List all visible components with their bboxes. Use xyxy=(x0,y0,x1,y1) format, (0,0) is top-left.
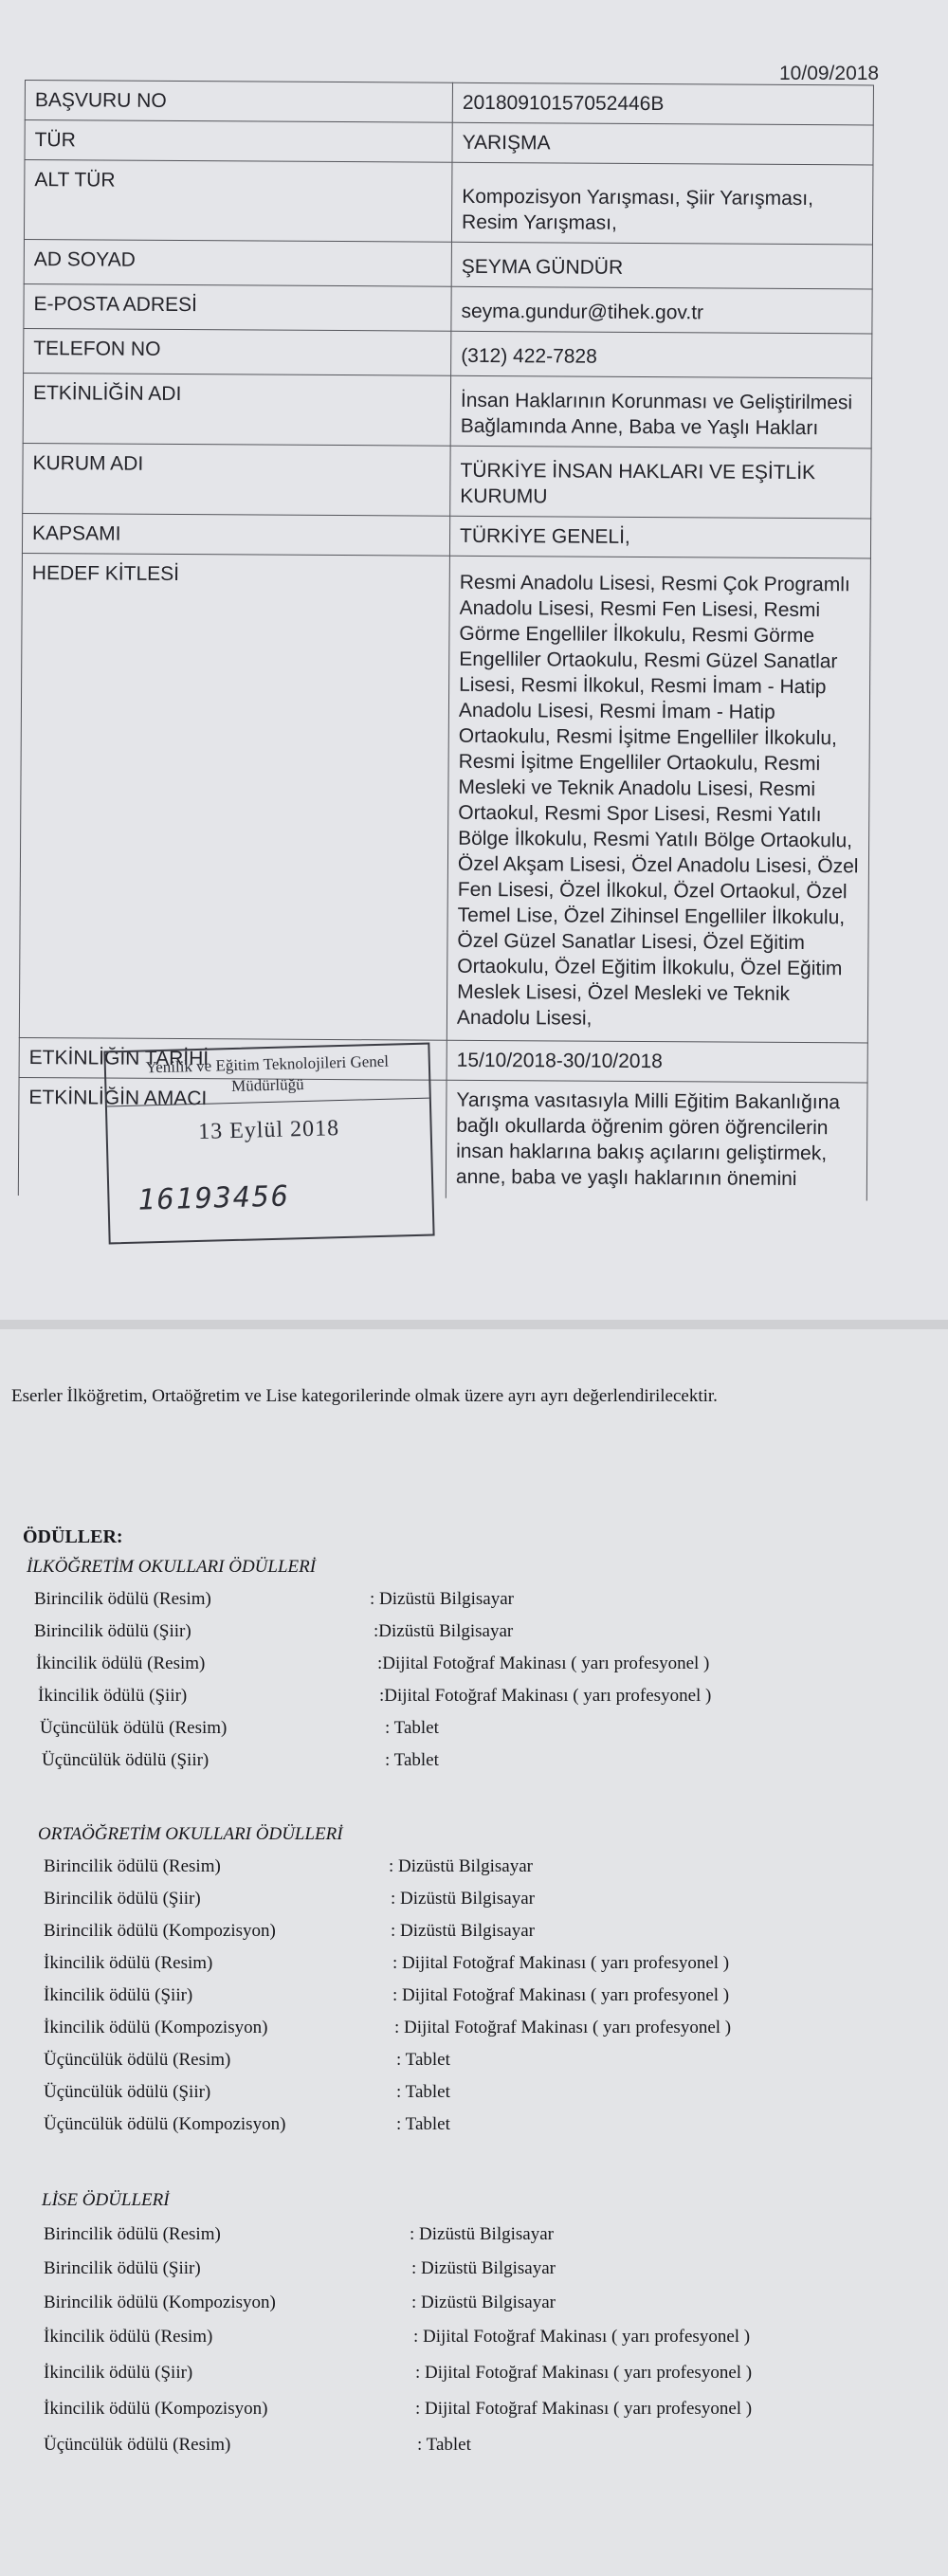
form-row-alt-tur xyxy=(24,160,872,245)
stamp-header: Yenilik ve Eğitim Teknolojileri Genel Müdürlüğü xyxy=(105,1045,428,1107)
form-label: KAPSAMI xyxy=(22,513,449,556)
award-prize: : Dijital Fotoğraf Makinası ( yarı profesyonel ) xyxy=(415,2399,753,2419)
award-row xyxy=(38,1686,712,1707)
award-row xyxy=(44,2293,556,2313)
award-name: Üçüncülük ödülü (Resim) xyxy=(44,2050,231,2070)
award-row xyxy=(44,2018,732,2038)
form-row-kurum-adi xyxy=(23,443,871,518)
award-row xyxy=(44,1921,535,1942)
award-name: İkincilik ödülü (Şiir) xyxy=(44,2363,193,2383)
award-row xyxy=(44,2363,753,2384)
section-title-ilkogretim: İLKÖĞRETİM OKULLARI ÖDÜLLERİ xyxy=(27,1557,317,1577)
award-name: İkincilik ödülü (Şiir) xyxy=(38,1686,188,1706)
form-value: Kompozisyon Yarışması, Şiir Yarışması, Resim Yarışması, xyxy=(451,162,873,245)
award-prize: : Dijital Fotoğraf Makinası ( yarı profesyonel ) xyxy=(415,2363,753,2383)
form-value: 15/10/2018-30/10/2018 xyxy=(447,1040,867,1083)
form-row-hedef-kitlesi xyxy=(19,553,870,1042)
awards-page xyxy=(0,1329,948,2576)
form-value: ŞEYMA GÜNDÜR xyxy=(451,242,872,289)
award-row xyxy=(34,1589,514,1610)
document-date: 10/09/2018 xyxy=(779,63,880,84)
award-row xyxy=(44,1953,730,1974)
award-row xyxy=(44,2327,751,2348)
award-name: Üçüncülük ödülü (Kompozisyon) xyxy=(44,2114,286,2134)
award-name: Birincilik ödülü (Kompozisyon) xyxy=(44,1921,276,1941)
stamp-number: 16193456 xyxy=(137,1179,291,1217)
award-prize: : Dijital Fotoğraf Makinası ( yarı profesyonel ) xyxy=(392,1953,730,1973)
award-prize: :Dijital Fotoğraf Makinası ( yarı profesyonel ) xyxy=(377,1653,710,1673)
award-prize: : Tablet xyxy=(396,2082,450,2102)
award-name: Üçüncülük ödülü (Resim) xyxy=(44,2435,231,2455)
form-label: TELEFON NO xyxy=(24,328,451,375)
application-form-table xyxy=(18,80,874,1200)
form-row-etkinlik-adi xyxy=(23,373,871,448)
award-name: Birincilik ödülü (Şiir) xyxy=(34,1621,191,1641)
award-name: İkincilik ödülü (Kompozisyon) xyxy=(44,2018,268,2037)
award-name: Birincilik ödülü (Şiir) xyxy=(44,1889,201,1909)
form-row-basvuru-no xyxy=(25,81,873,125)
award-prize: : Tablet xyxy=(396,2114,450,2134)
award-prize: : Tablet xyxy=(385,1718,439,1738)
form-label: ETKİNLİĞİN ADI xyxy=(23,373,450,446)
award-row xyxy=(44,1985,730,2006)
award-name: Üçüncülük ödülü (Şiir) xyxy=(42,1750,210,1770)
award-name: İkincilik ödülü (Resim) xyxy=(36,1653,206,1673)
form-value: TÜRKİYE İNSAN HAKLARI VE EŞİTLİK KURUMU xyxy=(450,446,871,519)
award-prize: : Dizüstü Bilgisayar xyxy=(411,2293,556,2312)
award-prize: : Dijital Fotoğraf Makinası ( yarı profesyonel ) xyxy=(413,2327,751,2347)
form-value: 20180910157052446B xyxy=(452,82,873,125)
award-prize: :Dizüstü Bilgisayar xyxy=(374,1621,514,1641)
award-prize: : Dizüstü Bilgisayar xyxy=(370,1589,514,1609)
award-row xyxy=(40,1718,439,1739)
award-prize: : Dizüstü Bilgisayar xyxy=(410,2224,554,2244)
form-row-telefon xyxy=(24,328,872,377)
form-row-kapsami xyxy=(22,513,870,557)
receipt-stamp xyxy=(103,1043,434,1245)
award-name: Birincilik ödülü (Şiir) xyxy=(44,2258,201,2278)
award-name: İkincilik ödülü (Resim) xyxy=(44,1953,213,1973)
award-name: Birincilik ödülü (Resim) xyxy=(44,2224,221,2244)
award-name: Birincilik ödülü (Resim) xyxy=(44,1856,221,1876)
form-value: YARIŞMA xyxy=(452,122,873,165)
award-name: Birincilik ödülü (Resim) xyxy=(34,1589,211,1609)
form-label: AD SOYAD xyxy=(24,239,451,286)
award-name: Üçüncülük ödülü (Resim) xyxy=(40,1718,228,1738)
award-row xyxy=(42,1750,439,1771)
award-prize: : Dizüstü Bilgisayar xyxy=(391,1921,535,1941)
form-value: TÜRKİYE GENELİ, xyxy=(449,516,870,558)
award-row xyxy=(44,2399,753,2420)
form-label: KURUM ADI xyxy=(23,443,450,516)
award-row xyxy=(44,2050,450,2071)
award-prize: : Tablet xyxy=(396,2050,450,2070)
form-row-ad-soyad xyxy=(24,239,872,288)
award-name: İkincilik ödülü (Şiir) xyxy=(44,1985,193,2005)
form-row-tur xyxy=(25,120,873,165)
stamp-date: 13 Eylül 2018 xyxy=(197,1116,340,1144)
form-label: E-POSTA ADRESİ xyxy=(24,283,451,331)
form-label: HEDEF KİTLESİ xyxy=(19,553,449,1040)
award-row xyxy=(44,2082,450,2103)
award-row xyxy=(36,1653,710,1674)
award-prize: : Tablet xyxy=(417,2435,471,2455)
award-row xyxy=(44,2224,554,2245)
award-prize: : Dizüstü Bilgisayar xyxy=(391,1889,535,1909)
award-prize: : Dijital Fotoğraf Makinası ( yarı profesyonel ) xyxy=(392,1985,730,2005)
award-name: İkincilik ödülü (Kompozisyon) xyxy=(44,2399,268,2419)
award-row xyxy=(44,1856,533,1877)
form-label: BAŞVURU NO xyxy=(25,81,452,123)
form-value: (312) 422-7828 xyxy=(451,331,872,378)
award-prize: :Dijital Fotoğraf Makinası ( yarı profesyonel ) xyxy=(379,1686,712,1706)
section-title-lise: LİSE ÖDÜLLERİ xyxy=(42,2190,170,2210)
award-name: İkincilik ödülü (Resim) xyxy=(44,2327,213,2347)
award-row xyxy=(44,2258,556,2279)
award-prize: : Dizüstü Bilgisayar xyxy=(411,2258,556,2278)
form-value: Yarışma vasıtasıyla Milli Eğitim Bakanlığına bağlı okullarda öğrenim gören öğrencilerin insan haklarına bakış açılarını geliştirmek, anne, baba ve yaşlı haklarının önemini xyxy=(446,1080,867,1200)
award-prize: : Dizüstü Bilgisayar xyxy=(389,1856,533,1876)
award-row xyxy=(44,2114,450,2135)
award-name: Birincilik ödülü (Kompozisyon) xyxy=(44,2293,276,2312)
award-name: Üçüncülük ödülü (Şiir) xyxy=(44,2082,211,2102)
award-prize: : Tablet xyxy=(385,1750,439,1770)
award-row xyxy=(44,2435,471,2456)
section-title-ortaogretim: ORTAÖĞRETİM OKULLARI ÖDÜLLERİ xyxy=(38,1824,343,1844)
award-row xyxy=(34,1621,514,1642)
form-value: İnsan Haklarının Korunması ve Geliştirilmesi Bağlamında Anne, Baba ve Yaşlı Hakları xyxy=(450,375,871,448)
form-label: TÜR xyxy=(25,120,452,163)
awards-title: ÖDÜLLER: xyxy=(23,1526,123,1547)
form-label: ALT TÜR xyxy=(24,160,452,243)
form-row-eposta xyxy=(24,283,872,333)
form-value: seyma.gundur@tihek.gov.tr xyxy=(451,286,872,334)
form-label: ETKİNLİĞİN TARİHİ xyxy=(19,1037,447,1080)
form-label: ETKİNLİĞİN AMACI xyxy=(18,1077,447,1197)
award-prize: : Dijital Fotoğraf Makinası ( yarı profesyonel ) xyxy=(394,2018,732,2037)
award-row xyxy=(44,1889,535,1909)
form-value: Resmi Anadolu Lisesi, Resmi Çok Programlı Anadolu Lisesi, Resmi Fen Lisesi, Resmi Görme Engelliler İlkokulu, Resmi Görme Engelliler Ortaokulu, Resmi Güzel Sanatlar Lisesi, Resmi İlkokul, Resmi İmam - Hatip Anadolu Lisesi, Resmi İmam - Hatip Ortaokulu, Resmi İşitme Engelliler İlkokulu, Resmi İşitme Engelliler Ortaokulu, Resmi Mesleki ve Teknik Anadolu Lisesi, Resmi Ortaokul, Resmi Spor Lisesi, Resmi Yatılı Bölge İlkokulu, Resmi Yatılı Bölge Ortaokulu, Özel Akşam Lisesi, Özel Anadolu Lisesi, Özel Fen Lisesi, Özel İlkokul, Özel Ortaokul, Özel Temel Lise, Özel Zihinsel Engelliler İlkokulu, Özel Güzel Sanatlar Lisesi, Özel Eğitim Ortaokulu, Özel Eğitim İlkokulu, Özel Eğitim Meslek Lisesi, Özel Mesleki ve Teknik Anadolu Lisesi, xyxy=(447,556,870,1043)
intro-paragraph: Eserler İlköğretim, Ortaöğretim ve Lise kategorilerinde olmak üzere ayrı ayrı değerlendirilecektir. xyxy=(11,1386,718,1406)
